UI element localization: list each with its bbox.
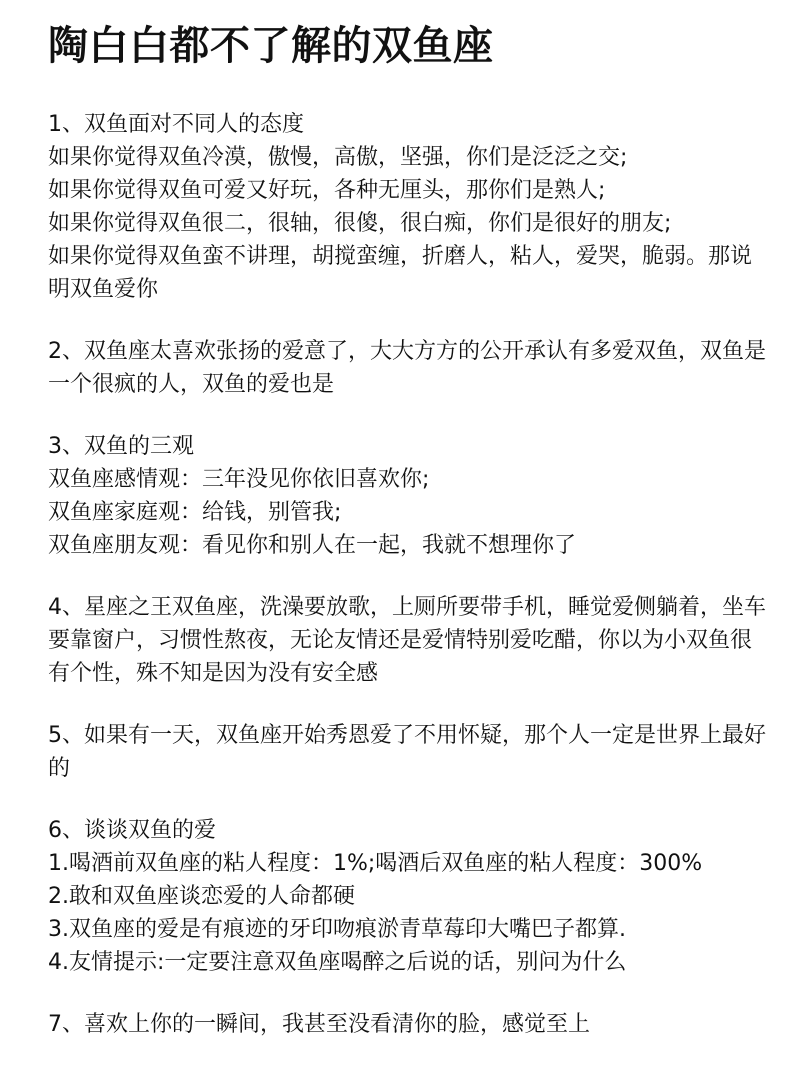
section-line: 双鱼座感情观：三年没见你依旧喜欢你; xyxy=(48,467,430,492)
section-line: 如果你觉得双鱼冷漠，傲慢，高傲，坚强，你们是泛泛之交; xyxy=(48,145,628,170)
section-heading: 2、双鱼座太喜欢张扬的爱意了，大大方方的公开承认有多爱双鱼，双鱼是一个很疯的人，双鱼的爱也是 xyxy=(48,339,766,397)
section-heading: 5、如果有一天，双鱼座开始秀恩爱了不用怀疑，那个人一定是世界上最好的 xyxy=(48,723,766,781)
section-heading: 1、双鱼面对不同人的态度 xyxy=(48,112,304,137)
section-heading: 7、喜欢上你的一瞬间，我甚至没看清你的脸，感觉至上 xyxy=(48,1012,590,1037)
article-title: 陶白白都不了解的双鱼座 xyxy=(48,23,494,69)
section-line: 1.喝酒前双鱼座的粘人程度：1%;喝酒后双鱼座的粘人程度：300% xyxy=(48,851,703,876)
article-section xyxy=(48,591,772,690)
article-section xyxy=(48,719,772,785)
article-section xyxy=(48,814,772,979)
section-line: 如果你觉得双鱼很二，很轴，很傻，很白痴，你们是很好的朋友; xyxy=(48,211,672,236)
article-sections xyxy=(48,108,772,1041)
article-section xyxy=(48,1008,772,1041)
section-line: 如果你觉得双鱼蛮不讲理，胡搅蛮缠，折磨人，粘人，爱哭，脆弱。那说明双鱼爱你 xyxy=(48,244,753,302)
article-section xyxy=(48,430,772,562)
section-line: 2.敢和双鱼座谈恋爱的人命都硬 xyxy=(48,884,355,909)
article-section xyxy=(48,335,772,401)
section-heading: 4、星座之王双鱼座，洗澡要放歌，上厕所要带手机，睡觉爱侧躺着，坐车要靠窗户，习惯性熬夜，无论友情还是爱情特别爱吃醋，你以为小双鱼很有个性，殊不知是因为没有安全感 xyxy=(48,595,766,686)
section-line: 双鱼座家庭观：给钱，别管我; xyxy=(48,500,342,525)
section-line: 如果你觉得双鱼可爱又好玩，各种无厘头，那你们是熟人; xyxy=(48,178,606,203)
section-heading: 6、谈谈双鱼的爱 xyxy=(48,818,216,843)
section-line: 双鱼座朋友观：看见你和别人在一起，我就不想理你了 xyxy=(48,533,577,558)
section-line: 4.友情提示:一定要注意双鱼座喝醉之后说的话，别问为什么 xyxy=(48,950,627,975)
article-section xyxy=(48,108,772,306)
section-line: 3.双鱼座的爱是有痕迹的牙印吻痕淤青草莓印大嘴巴子都算. xyxy=(48,917,626,942)
section-heading: 3、双鱼的三观 xyxy=(48,434,194,459)
